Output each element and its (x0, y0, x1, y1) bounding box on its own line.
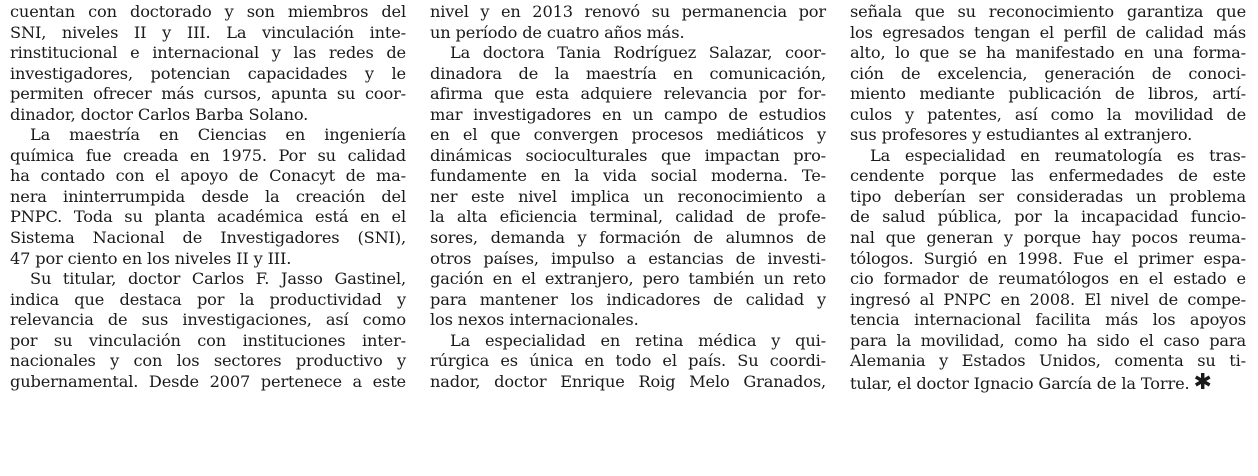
text-line: Sistema Nacional de Investigadores (SNI), (10, 228, 406, 248)
text-line: dinador, doctor Carlos Barba Solano. (10, 104, 309, 124)
text-line: nador, doctor Enrique Roig Melo Granados, (430, 371, 826, 391)
text-line: nacionales y con los sectores productivo y (10, 351, 406, 371)
text-line: dinámicas socioculturales que impactan pro- (430, 145, 826, 165)
text-line: nal que generan y porque hay pocos reuma- (850, 228, 1246, 248)
text-line: química fue creada en 1975. Por su calidad (10, 145, 406, 165)
text-line: cendente porque las enfermedades de este (850, 166, 1246, 186)
text-line: La especialidad en reumatología es tras- (870, 145, 1246, 165)
text-line: Alemania y Estados Unidos, comenta su ti- (850, 351, 1246, 371)
text-line: cuentan con doctorado y son miembros del (10, 2, 406, 21)
text-line: PNPC. Toda su planta académica está en el (10, 207, 406, 227)
text-line: miento mediante publicación de libros, artí- (850, 84, 1246, 104)
text-line: permiten ofrecer más cursos, apunta su coor- (10, 84, 406, 104)
text-line: tipo deberían ser consideradas un problema (850, 186, 1246, 206)
end-of-article-mark: ✱ (1193, 369, 1212, 395)
text-line: afirma que esta adquiere relevancia por for- (430, 84, 826, 104)
text-line: SNI, niveles II y III. La vinculación inte- (10, 22, 406, 42)
text-line: gación en el extranjero, pero también un reto (430, 269, 826, 289)
text-line: rinstitucional e internacional y las redes de (10, 43, 406, 63)
text-line: tencia internacional facilita más los apoyos (850, 310, 1246, 330)
text-line: los egresados tengan el perfil de calidad más (850, 22, 1246, 42)
text-line: dinadora de la maestría en comunicación, (430, 63, 826, 83)
text-line: 47 por ciento en los niveles II y III. (10, 248, 292, 268)
text-line: alto, lo que se ha manifestado en una forma- (850, 43, 1246, 63)
text-line: ner este nivel implica un reconocimiento a (430, 186, 826, 206)
text-line: tólogos. Surgió en 1998. Fue el primer espa- (850, 248, 1246, 268)
text-column-1 (10, 0, 406, 476)
text-line: La especialidad en retina médica y qui- (450, 330, 826, 350)
text-column-3 (850, 0, 1246, 476)
text-line: tular, el doctor Ignacio García de la Torre. ✱ (850, 369, 1212, 395)
text-line: nivel y en 2013 renovó su permanencia por (430, 2, 826, 21)
text-line: sus profesores y estudiantes al extranjero. (850, 125, 1193, 145)
text-line: mar investigadores en un campo de estudios (430, 104, 826, 124)
text-line: en el que convergen procesos mediáticos y (430, 125, 826, 145)
text-line: sores, demanda y formación de alumnos de (430, 228, 826, 248)
text-line: La doctora Tania Rodríguez Salazar, coor- (450, 43, 826, 63)
text-line: cio formador de reumatólogos en el estado e (850, 269, 1246, 289)
text-line: rúrgica es única en todo el país. Su coordi- (430, 351, 826, 371)
text-line: gubernamental. Desde 2007 pertenece a este (10, 371, 406, 391)
text-line: para la movilidad, como ha sido el caso para (850, 330, 1246, 350)
text-line: señala que su reconocimiento garantiza que (850, 2, 1246, 21)
text-line: la alta eficiencia terminal, calidad de profe- (430, 207, 826, 227)
text-line: ción de excelencia, generación de conoci- (850, 63, 1246, 83)
text-line: culos y patentes, así como la movilidad de (850, 104, 1246, 124)
text-line: un período de cuatro años más. (430, 22, 685, 42)
text-line: indica que destaca por la productividad y (10, 289, 406, 309)
text-line: ha contado con el apoyo de Conacyt de ma- (10, 166, 406, 186)
text-line: fundamente en la vida social moderna. Te- (430, 166, 826, 186)
text-line: los nexos internacionales. (430, 310, 639, 330)
text-column-2 (430, 0, 826, 476)
text-line: para mantener los indicadores de calidad y (430, 289, 826, 309)
text-line: Su titular, doctor Carlos F. Jasso Gastinel, (30, 269, 406, 289)
text-line: investigadores, potencian capacidades y le (10, 63, 406, 83)
text-line: La maestría en Ciencias en ingeniería (30, 125, 406, 145)
text-line: nera ininterrumpida desde la creación del (10, 186, 406, 206)
text-line: por su vinculación con instituciones inter- (10, 330, 406, 350)
text-line: ingresó al PNPC en 2008. El nivel de compe- (850, 289, 1246, 309)
text-line: de salud pública, por la incapacidad funcio- (850, 207, 1246, 227)
text-line: otros países, impulso a estancias de investi- (430, 248, 826, 268)
text-line: relevancia de sus investigaciones, así como (10, 310, 406, 330)
